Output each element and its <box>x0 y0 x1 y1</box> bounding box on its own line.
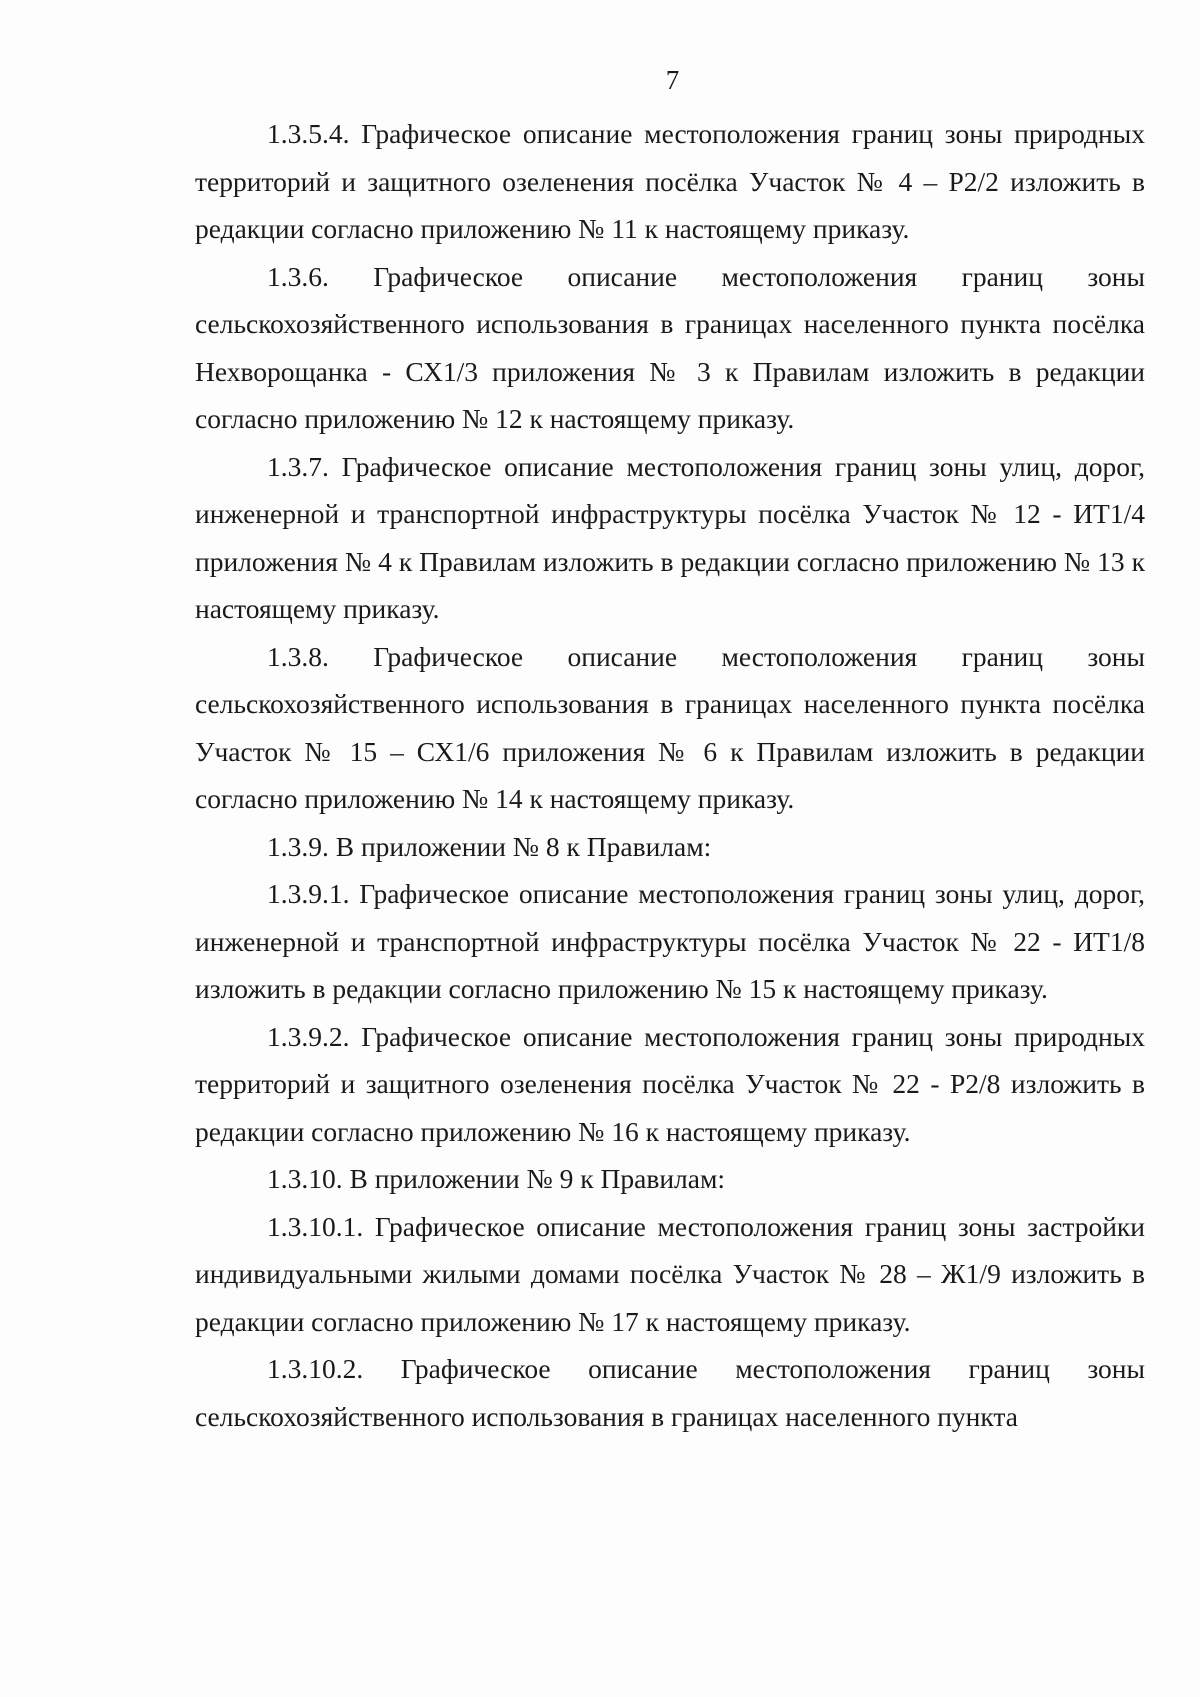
paragraph-1-3-9: 1.3.9. В приложении № 8 к Правилам: <box>267 830 712 862</box>
paragraph-1-3-9-2: 1.3.9.2. Графическое описание местоположения границ зоны природных территорий и защитного озеленения посёлка Участок № 22 - Р2/8 изложить в редакции согласно приложению № 16 к настоящему приказу. <box>195 1020 1145 1147</box>
paragraph-1-3-8: 1.3.8. Графическое описание местоположения границ зоны сельскохозяйственного использования в границах населенного пункта посёлка Участок № 15 – СХ1/6 приложения № 6 к Правилам изложить в редакции согласно приложению № 14 к настоящему приказу. <box>195 640 1145 814</box>
paragraph-1-3-7: 1.3.7. Графическое описание местоположения границ зоны улиц, дорог, инженерной и транспортной инфраструктуры посёлка Участок № 12 - ИТ1/4 приложения № 4 к Правилам изложить в редакции согласно приложению № 13 к настоящему приказу. <box>195 450 1145 624</box>
paragraph-1-3-10-2: 1.3.10.2. Графическое описание местоположения границ зоны сельскохозяйственного использования в границах населенного пункта <box>195 1353 1145 1432</box>
paragraph-1-3-10-1: 1.3.10.1. Графическое описание местоположения границ зоны застройки индивидуальными жилыми домами посёлка Участок № 28 – Ж1/9 изложить в редакции согласно приложению № 17 к настоящему приказу. <box>195 1210 1145 1337</box>
paragraph-1-3-6: 1.3.6. Графическое описание местоположения границ зоны сельскохозяйственного использования в границах населенного пункта посёлка Нехворощанка - СХ1/3 приложения № 3 к Правилам изложить в редакции согласно приложению № 12 к настоящему приказу. <box>195 260 1145 434</box>
document-body <box>195 110 1145 1440</box>
paragraph-1-3-10: 1.3.10. В приложении № 9 к Правилам: <box>267 1163 726 1194</box>
page-number: 7 <box>665 65 680 95</box>
paragraph-1-3-9-1: 1.3.9.1. Графическое описание местоположения границ зоны улиц, дорог, инженерной и транспортной инфраструктуры посёлка Участок № 22 - ИТ1/8 изложить в редакции согласно приложению № 15 к настоящему приказу. <box>195 878 1145 1004</box>
paragraph-1-3-5-4: 1.3.5.4. Графическое описание местоположения границ зоны природных территорий и защитного озеленения посёлка Участок № 4 – Р2/2 изложить в редакции согласно приложению № 11 к настоящему приказу. <box>195 118 1145 244</box>
